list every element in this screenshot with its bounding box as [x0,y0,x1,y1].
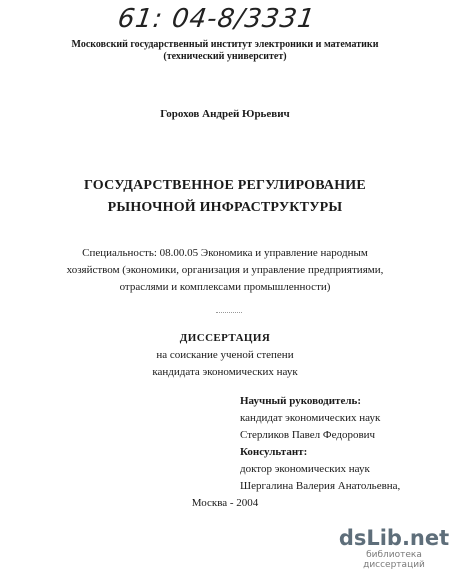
consultant-label: Консультант: [240,446,308,458]
institution-name: Московский государственный институт электроники и математики [71,39,379,50]
degree-line-2: кандидата экономических наук [152,366,298,378]
title-line-2: РЫНОЧНОЙ ИНФРАСТРУКТУРЫ [107,200,343,215]
title-line-1: ГОСУДАРСТВЕННОЕ РЕГУЛИРОВАНИЕ [84,178,366,193]
consultant-degree: доктор экономических наук [240,463,370,475]
ink-mark [216,312,242,317]
specialty-line-2: хозяйством (экономики, организация и управление предприятиями, [66,264,384,276]
dslib-watermark[interactable] [338,527,450,570]
city-year: Москва - 2004 [191,497,259,509]
specialty-block [0,245,450,296]
author-name: Горохов Андрей Юрьевич [160,108,290,120]
dissertation-heading: ДИССЕРТАЦИЯ [179,332,271,344]
consultant-name: Шергалина Валерия Анатольевна, [240,480,401,492]
specialty-line-3: отраслями и комплексами промышленности) [119,281,331,293]
specialty-line-1: Специальность: 08.00.05 Экономика и управление народным [82,247,368,259]
dissertation-block [0,330,450,381]
watermark-subtitle: библиотека диссертаций [363,550,425,570]
supervisor-name: Стерликов Павел Федорович [240,429,376,441]
supervisor-label: Научный руководитель: [240,395,361,407]
institution-subtitle: (технический университет) [163,51,287,62]
supervisor-degree: кандидат экономических наук [240,412,381,424]
institution-header [0,39,450,63]
handwritten-code: 61: 04-8/3331 [115,4,318,34]
degree-line-1: на соискание ученой степени [156,349,294,361]
watermark-logo-text: dsLib.net [338,526,450,550]
dissertation-title [0,175,450,219]
advisors-block [240,393,400,495]
